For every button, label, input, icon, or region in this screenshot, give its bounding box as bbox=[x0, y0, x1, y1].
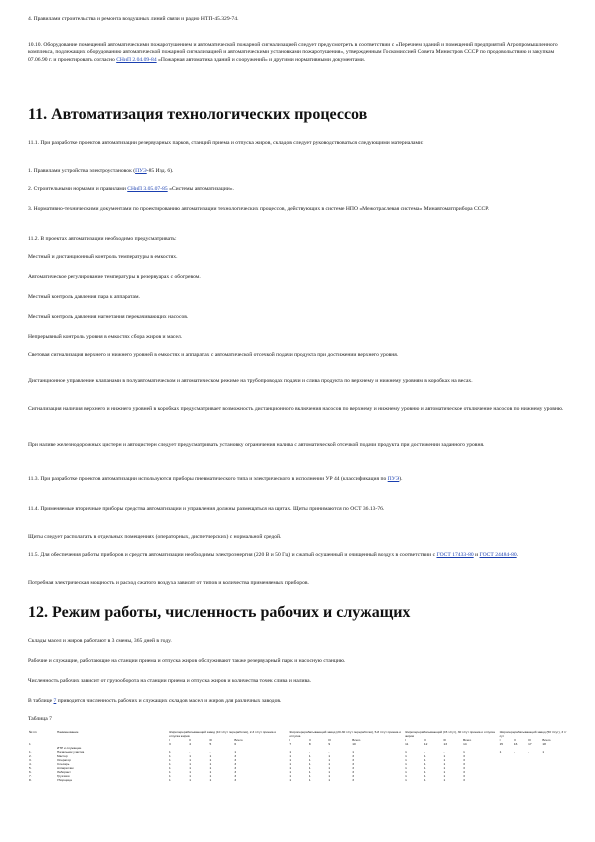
table-cell bbox=[499, 778, 513, 782]
table-cell: 1 bbox=[289, 766, 292, 770]
shift-header: I bbox=[499, 738, 501, 742]
text: 4. Правилами строительства и ремонта воздушных линий связи и радио НТП-45.329-74. bbox=[28, 16, 239, 22]
table-cell: 1 bbox=[328, 754, 331, 758]
table-cell: 1 bbox=[289, 762, 292, 766]
table-cell: 1 bbox=[169, 754, 171, 758]
row-name: Лаборант bbox=[57, 770, 71, 774]
row-number: 1 bbox=[29, 742, 31, 746]
row-name: Начальник участка bbox=[57, 750, 85, 754]
shift-header: III bbox=[328, 738, 331, 742]
table-cell: 3 bbox=[352, 758, 355, 762]
table-cell: 1 bbox=[308, 774, 311, 778]
paragraph-12-3: Численность рабочих зависит от грузооборота на станции приема и отпуска жиров и количества точек слива и налива. bbox=[28, 678, 311, 684]
table-cell: 1 bbox=[234, 750, 237, 754]
table-cell: 6 bbox=[234, 742, 237, 746]
table-header-row bbox=[28, 730, 568, 738]
table-cell: 1 bbox=[443, 762, 446, 766]
table-cell: 1 bbox=[423, 766, 426, 770]
text: 2. Строительными нормами и правилами bbox=[28, 186, 128, 192]
table-cell: 7 bbox=[289, 742, 292, 746]
row-number: 2. bbox=[29, 754, 32, 758]
table-cell: - bbox=[528, 750, 530, 754]
table-cell: 1 bbox=[209, 774, 212, 778]
text: 11.1. При разработке проектов автоматизации резервуарных парков, станций приема и отпуска жиров, складов следует руководствоваться следующими материалами: bbox=[28, 140, 424, 146]
text: 11.3. При разработке проектов автоматизации используются приборы пневматического типа и электрического в исполнении УР 44 (классификация по bbox=[28, 476, 388, 482]
table-body bbox=[28, 742, 568, 782]
shift-header: Всего bbox=[463, 738, 472, 742]
row-number: 4. bbox=[29, 762, 32, 766]
paragraph-12-4 bbox=[28, 698, 568, 705]
bullet-7: Дистанционное управление клапанами в полуавтоматическом и автоматическом режиме на трубопроводах подачи и слива продукта по верхнему и нижнему уровням в коробках на весах. bbox=[28, 378, 473, 384]
table-cell: - bbox=[209, 750, 211, 754]
table-cell: 1 bbox=[423, 754, 426, 758]
col-num-header: № пп bbox=[29, 730, 37, 734]
table-cell: 1 bbox=[423, 762, 426, 766]
bullet-1: Местный и дистанционный контроль температуры в емкостях. bbox=[28, 254, 178, 260]
table-cell: 3 bbox=[169, 742, 171, 746]
table-cell: 1 bbox=[289, 774, 292, 778]
shift-header: II bbox=[308, 738, 311, 742]
table-row bbox=[28, 778, 568, 782]
table-cell: 3 bbox=[234, 758, 237, 762]
table-caption: Таблица 7 bbox=[28, 716, 52, 722]
paragraph-11-2: 11.2. В проектах автоматизации необходимо предусматривать: bbox=[28, 236, 177, 242]
table-cell: - bbox=[189, 750, 191, 754]
shift-header: I bbox=[289, 738, 291, 742]
table-cell: 1 bbox=[209, 754, 212, 758]
table-cell: 17 bbox=[528, 742, 532, 746]
table-cell: 1 bbox=[405, 758, 407, 762]
table-cell bbox=[527, 778, 541, 782]
paragraph-11-5c: Потребная электрическая мощность и расход сжатого воздуха зависят от типов и количества применяемых приборов. bbox=[28, 580, 309, 586]
shift-header: II bbox=[189, 738, 191, 742]
table-cell: 3 bbox=[234, 754, 237, 758]
table-cell: 1 bbox=[209, 770, 212, 774]
table-cell: 1 bbox=[289, 778, 292, 782]
row-number: 3. bbox=[29, 758, 32, 762]
table-cell: 1 bbox=[308, 754, 311, 758]
table-cell: 1 bbox=[542, 750, 545, 754]
group-header: Жироперерабатывающий завод (50 т/сут), 3 т/сут bbox=[499, 730, 567, 738]
table-cell: 3 bbox=[352, 754, 355, 758]
table-cell: 3 bbox=[463, 770, 465, 774]
table-cell: 14 bbox=[463, 742, 467, 746]
table-cell: 1 bbox=[289, 758, 292, 762]
table-cell: 1 bbox=[169, 774, 171, 778]
table-cell: 1 bbox=[405, 754, 407, 758]
table-cell: 1 bbox=[352, 750, 355, 754]
table-cell: 1 bbox=[328, 778, 331, 782]
snip-305-link[interactable]: СНиП 3.05.07-85 bbox=[127, 186, 168, 192]
table-cell: - bbox=[513, 750, 515, 754]
table-cell: 1 bbox=[443, 778, 446, 782]
shift-header: III bbox=[209, 738, 213, 742]
table-cell: 1 bbox=[405, 774, 407, 778]
table-cell: 3 bbox=[234, 762, 237, 766]
gost-17433-link[interactable]: ГОСТ 17433-80 bbox=[436, 552, 474, 558]
text: 11.5. Для обеспечения работы приборов и средств автоматизации необходимы электроэнергия (220 В и 50 Гц) и сжатый осушенный и очищенный воздух в соответствии с bbox=[28, 552, 437, 558]
table-cell bbox=[513, 778, 527, 782]
shift-header: III bbox=[528, 738, 531, 742]
table-cell: 1 bbox=[289, 750, 292, 754]
table-cell: 1 bbox=[328, 770, 331, 774]
table-cell: 1 bbox=[443, 774, 446, 778]
table-cell: 1 bbox=[169, 778, 171, 782]
paragraph-11-1 bbox=[28, 140, 568, 147]
shift-header: Всего bbox=[234, 738, 243, 742]
paragraph-11-5 bbox=[28, 552, 568, 559]
table-cell: 1 bbox=[308, 778, 311, 782]
text: «Системы автоматизации». bbox=[167, 186, 234, 192]
table-cell: 1 bbox=[463, 750, 465, 754]
table-cell: 11 bbox=[405, 742, 409, 746]
table-cell: 1 bbox=[209, 758, 212, 762]
row-number: 7. bbox=[29, 774, 32, 778]
table-cell: 5 bbox=[209, 742, 212, 746]
table-cell: 1 bbox=[308, 762, 311, 766]
shift-header: Всего bbox=[542, 738, 551, 742]
table-cell: 1 bbox=[328, 762, 331, 766]
table-cell: 1 bbox=[423, 774, 426, 778]
paragraph-12-2: Рабочие и служащие, работающие на станции приема и отпуска жиров обслуживают также резервуарный парк и насосную станцию. bbox=[28, 658, 346, 664]
table-cell: 3 bbox=[463, 778, 465, 782]
table-cell: 3 bbox=[352, 770, 355, 774]
table-cell: 1 bbox=[443, 754, 446, 758]
text: 10.10. Оборудование помещений автоматическими пожаротушением и автоматической пожарной сигнализацией следует предусмотреть в соответствии с «Перечнем зданий и помещений предприятий Агропромышленного комплекса, подлежащих оборудованию автоматической пожарной сигнализацией и автоматическими установками пожаротушения», утвержденным Госкомиссией Совета Министров СССР по продовольствию и закупкам 07.06.90 г. и проектировать согласно bbox=[28, 42, 558, 63]
text: 3. Нормативно-техническими документами по проектированию автоматизации технологических процессов, действующих в системе НПО «Межотраслевая система» Минавтоматприбора СССР. bbox=[28, 206, 490, 212]
text: 1. Правилами устройства электроустановок ( bbox=[28, 168, 136, 174]
shift-header: II bbox=[513, 738, 516, 742]
row-number: 5. bbox=[29, 766, 32, 770]
table-cell: 1 bbox=[189, 774, 191, 778]
row-name: ИТР и служащие bbox=[57, 746, 82, 750]
paragraph-item-4 bbox=[28, 16, 568, 23]
table-cell: 3 bbox=[234, 770, 237, 774]
table-cell: - bbox=[423, 750, 425, 754]
section-heading-11: 11. Автоматизация технологических процессов bbox=[28, 106, 368, 123]
list-item-2 bbox=[28, 186, 568, 193]
table-cell: 1 bbox=[423, 758, 426, 762]
row-name: Аппаратчик bbox=[57, 766, 74, 770]
table-cell: 1 bbox=[405, 762, 407, 766]
row-number: 1. bbox=[29, 750, 32, 754]
table-7-link[interactable]: 7 bbox=[53, 698, 57, 704]
table-cell: 1 bbox=[443, 766, 446, 770]
table-cell: 3 bbox=[352, 766, 355, 770]
text: -85 Изд. 6). bbox=[146, 168, 174, 174]
table-cell: 3 bbox=[463, 758, 465, 762]
paragraph-10-10 bbox=[28, 42, 568, 64]
table-cell: 1 bbox=[308, 766, 311, 770]
text: . bbox=[516, 552, 519, 558]
table-cell: 1 bbox=[328, 766, 331, 770]
group-header: Жироперерабатывающий завод (10 т/сут переработки), 2-3 т/сут приема и отпуска жиров bbox=[169, 730, 277, 738]
table-cell: 1 bbox=[405, 778, 407, 782]
pue-link-2[interactable]: ПУЭ bbox=[387, 476, 400, 482]
row-number: 6. bbox=[29, 770, 32, 774]
table-cell: 1 bbox=[189, 754, 191, 758]
table-cell: 1 bbox=[209, 778, 212, 782]
row-name: Оператор bbox=[57, 758, 71, 762]
bullet-9: При наливе железнодорожных цистерн и автоцистерн следует предусматривать установку ограничения налива с автоматической отсечкой подачи продукта при достижении заданного уровня. bbox=[28, 442, 485, 448]
bullet-5: Непрерывный контроль уровня в емкостях сбора жиров и масел. bbox=[28, 334, 183, 340]
table-cell: - bbox=[328, 750, 330, 754]
table-cell: 3 bbox=[234, 766, 237, 770]
table-cell: 13 bbox=[443, 742, 447, 746]
text: ). bbox=[399, 476, 403, 482]
table-cell: 3 bbox=[463, 774, 465, 778]
table-cell: 1 bbox=[189, 758, 191, 762]
staff-table bbox=[28, 730, 568, 782]
table-cell: 1 bbox=[169, 762, 171, 766]
table-cell: 4 bbox=[189, 742, 191, 746]
table-cell: 3 bbox=[463, 754, 465, 758]
bullet-4: Местный контроль давления нагнетания перекачивающих насосов. bbox=[28, 314, 189, 320]
table-cell: 1 bbox=[308, 758, 311, 762]
table-cell: 1 bbox=[209, 766, 212, 770]
table-cell: 3 bbox=[352, 778, 355, 782]
table-cell: 3 bbox=[352, 762, 355, 766]
table-cell bbox=[541, 778, 568, 782]
table-cell: 1 bbox=[499, 750, 502, 754]
row-number: 8. bbox=[29, 778, 32, 782]
paragraph-11-4: 11.4. Применяемые вторичные приборы средства автоматизации и управления должны размещаться на щитах. Щиты принимаются по ОСТ 36.13-76. bbox=[28, 506, 385, 512]
table-cell: 1 bbox=[209, 762, 212, 766]
table-cell: 1 bbox=[308, 770, 311, 774]
text: приводится численность рабочих и служащих складов масел и жиров для различных заводов. bbox=[56, 698, 282, 704]
shift-header: Всего bbox=[352, 738, 361, 742]
bullet-6: Световая сигнализация верхнего и нижнего уровней в емкостях и аппаратах с автоматической отсечкой подачи продукта при достижении верхнего уровня. bbox=[28, 352, 399, 358]
table-cell: 1 bbox=[169, 758, 171, 762]
group-header: Жироперерабатывающий завод (20-30 т/сут переработки), 5-8 т/сут приема и отпуска bbox=[289, 730, 401, 738]
table-cell: 12 bbox=[423, 742, 428, 746]
text: «Пожарная автоматика зданий и сооружений» и другими нормативными документами. bbox=[156, 56, 366, 63]
table-cell: 1 bbox=[405, 770, 407, 774]
table-cell: - bbox=[308, 750, 310, 754]
row-name: Слесарь bbox=[57, 762, 70, 766]
text: и bbox=[473, 552, 480, 558]
table-cell: 1 bbox=[189, 766, 191, 770]
text: В таблице bbox=[28, 698, 54, 704]
table-cell: 3 bbox=[234, 778, 237, 782]
table-cell: 16 bbox=[513, 742, 518, 746]
bullet-2: Автоматическое регулирование температуры в резервуарах с обогревом. bbox=[28, 274, 201, 280]
table-cell: 1 bbox=[169, 766, 171, 770]
table-cell: 1 bbox=[289, 754, 292, 758]
table-cell: 1 bbox=[443, 758, 446, 762]
shift-header: III bbox=[443, 738, 447, 742]
table-cell: 1 bbox=[423, 770, 426, 774]
table-cell: 1 bbox=[169, 770, 171, 774]
group-header: Жироперерабатывающий (15 т/сут), 30 т/сут приема и отпуска жиров bbox=[405, 730, 495, 738]
table-cell: 1 bbox=[189, 762, 191, 766]
shift-header: I bbox=[405, 738, 406, 742]
table-cell: 15 bbox=[499, 742, 504, 746]
bullet-8: Сигнализация наличия верхнего и нижнего уровней в коробках предусматривает возможность дистанционного включения насосов по верхнему и нижнему уровню и автоматическое отключение насосов по нижнему уровню. bbox=[28, 406, 564, 412]
table-cell: 9 bbox=[328, 742, 331, 746]
paragraph-12-1: Склады масел и жиров работают в 3 смены, 365 дней в году. bbox=[28, 638, 172, 644]
pue-link[interactable]: ПУЭ bbox=[135, 168, 147, 174]
paragraph-11-4b: Щиты следует располагать в отдельных помещениях (операторных, диспетчерских) с нормальной средой. bbox=[28, 534, 282, 540]
table-cell: 1 bbox=[169, 750, 171, 754]
table-cell: 1 bbox=[328, 774, 331, 778]
row-name: Уборщица bbox=[57, 778, 72, 782]
col-name-header: Наименование bbox=[57, 730, 79, 734]
bullet-3: Местный контроль давления пара к аппаратам. bbox=[28, 294, 140, 300]
table-cell: - bbox=[443, 750, 445, 754]
shift-header: II bbox=[423, 738, 426, 742]
row-name: Мастер bbox=[57, 754, 68, 758]
table-cell: 3 bbox=[463, 762, 465, 766]
table-cell: 1 bbox=[423, 778, 426, 782]
table-cell: 1 bbox=[405, 750, 407, 754]
table-cell: 3 bbox=[234, 774, 237, 778]
row-name: Грузчики bbox=[57, 774, 70, 778]
table-cell: 1 bbox=[289, 770, 292, 774]
snip-link[interactable]: СНиП 2.04.09-84 bbox=[116, 56, 157, 63]
table-cell: 1 bbox=[443, 770, 446, 774]
list-item-1 bbox=[28, 168, 568, 175]
table-cell: 3 bbox=[352, 774, 355, 778]
shift-header: I bbox=[169, 738, 170, 742]
table-cell: 1 bbox=[405, 766, 407, 770]
paragraph-11-3 bbox=[28, 476, 568, 483]
table-cell: 1 bbox=[189, 770, 191, 774]
table-cell: 18 bbox=[542, 742, 546, 746]
table-cell: 10 bbox=[352, 742, 356, 746]
section-heading-12: 12. Режим работы, численность рабочих и служащих bbox=[28, 604, 411, 621]
gost-24484-link[interactable]: ГОСТ 24484-80 bbox=[479, 552, 517, 558]
table-cell: 1 bbox=[189, 778, 191, 782]
table-cell: 1 bbox=[328, 758, 331, 762]
table-cell: 8 bbox=[308, 742, 311, 746]
table-cell: 3 bbox=[463, 766, 465, 770]
list-item-3 bbox=[28, 206, 568, 213]
